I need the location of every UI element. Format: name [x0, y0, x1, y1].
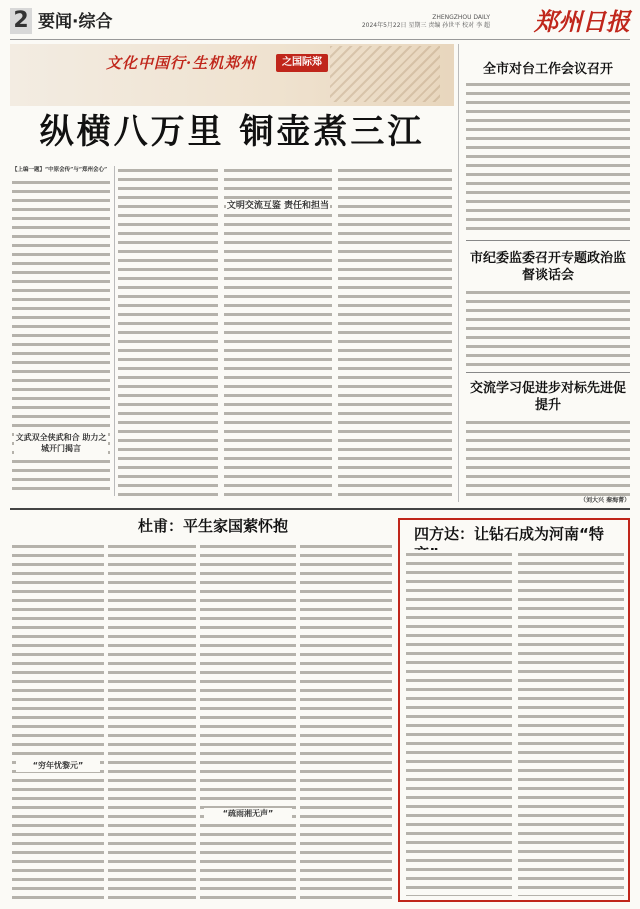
boxed-article-column-1 — [406, 550, 512, 896]
right-article-3-author: （刘大兴 秦海菁） — [580, 497, 631, 504]
meta-issue-date: 2024年5月22日 星期三 责编 孙世平 校对 李 超 — [361, 22, 490, 29]
bottom-left-headline: 杜甫：平生家国萦怀抱 — [138, 517, 289, 535]
banner-tag: 之国际郑 — [276, 54, 328, 72]
article-subhead-1: 文明交流互鉴 责任和担当 — [226, 201, 330, 211]
right-article-3-body — [466, 418, 630, 496]
section-name: 要闻·综合 — [38, 12, 113, 32]
bottom-left-column-3 — [200, 542, 296, 902]
bottom-left-column-4 — [300, 542, 392, 902]
right-headline-1: 全市对台工作会议召开 — [482, 62, 613, 77]
right-column-divider — [458, 44, 459, 502]
right-article-1-body — [466, 80, 630, 236]
main-headline: 纵横八万里 铜壶煮三江 — [39, 112, 425, 152]
bottom-left-column-1 — [12, 542, 104, 902]
boxed-article — [398, 518, 630, 902]
article-subhead-2: 文武双全侠武和合 助力之城开门揭言 — [15, 433, 107, 453]
bottom-section-rule — [10, 508, 630, 510]
column-divider — [114, 166, 115, 496]
right-article-2-body — [466, 288, 630, 368]
boxed-article-column-2 — [518, 550, 624, 896]
page-header — [10, 6, 630, 40]
right-headline-2: 市纪委监委召开专题政治监督谈话会 — [469, 251, 626, 283]
article-column-3 — [224, 166, 332, 496]
banner-decoration — [330, 46, 440, 102]
meta-paper-en: ZHENGZHOU DAILY — [432, 14, 490, 21]
feature-banner — [10, 44, 454, 106]
article-column-4 — [338, 166, 452, 496]
issue-meta — [362, 14, 490, 30]
article-column-2 — [118, 166, 218, 496]
article-lead: 【上编一题】“中原会传”与“郑州会心” — [12, 167, 108, 173]
page-number: 2 — [10, 8, 32, 34]
bottom-subhead-1: “穷年忧黎元” — [16, 760, 100, 772]
bottom-subhead-2: “疏雨湘无声” — [204, 808, 292, 820]
right-headline-3: 交流学习促进步对标先进促提升 — [469, 381, 626, 413]
newspaper-logo: 郑州日报 — [534, 7, 630, 36]
boxed-article-headline: 四方达：让钻石成为河南“特 — [414, 525, 604, 543]
right-article-divider-1 — [466, 240, 630, 241]
banner-title: 文化中国行·生机郑州 — [106, 54, 257, 72]
right-article-divider-2 — [466, 372, 630, 373]
bottom-left-column-2 — [108, 542, 196, 902]
